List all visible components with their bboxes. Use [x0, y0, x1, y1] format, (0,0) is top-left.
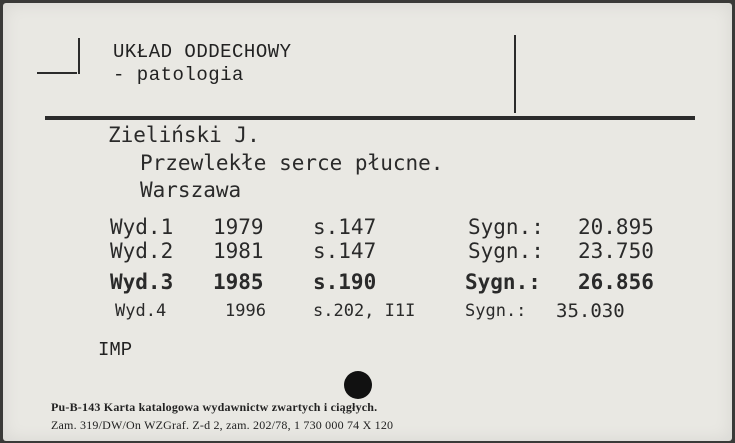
subject-subheading: - patologia: [113, 64, 244, 86]
edition-pages: s.147: [313, 239, 377, 263]
subject-heading: UKŁAD ODDECHOWY: [113, 41, 292, 63]
signature-number: 20.895: [578, 215, 654, 239]
author: Zieliński J.: [108, 123, 260, 147]
publication-place: Warszawa: [140, 178, 242, 202]
corner-mark-horizontal: [37, 72, 77, 74]
edition-year: 1981: [213, 239, 264, 263]
signature-label: Sygn.:: [465, 301, 527, 321]
edition-number: Wyd.2: [110, 239, 174, 263]
header-divider: [514, 35, 516, 113]
edition-year: 1979: [213, 215, 264, 239]
book-title: Przewlekłe serce płucne.: [140, 151, 444, 175]
heading-rule: [45, 116, 695, 120]
signature-label: Sygn.:: [465, 270, 541, 294]
signature-label: Sygn.:: [468, 239, 544, 263]
edition-number: Wyd.1: [110, 215, 174, 239]
edition-pages: s.190: [313, 270, 377, 294]
punch-hole: [344, 371, 372, 399]
catalog-card: [3, 3, 732, 441]
publisher-note: IMP: [98, 339, 133, 361]
corner-mark-vertical: [78, 38, 80, 74]
signature-label: Sygn.:: [468, 215, 544, 239]
edition-year: 1985: [213, 270, 264, 294]
signature-number: 35.030: [556, 300, 625, 322]
form-footer-line1: Pu-B-143 Karta katalogowa wydawnictw zwartych i ciągłych.: [51, 400, 378, 414]
form-footer-line2: Zam. 319/DW/On WZGraf. Z-d 2, zam. 202/78, 1 730 000 74 X 120: [51, 418, 394, 432]
edition-number: Wyd.4: [115, 301, 167, 321]
edition-pages: s.202, I1I: [313, 301, 416, 321]
edition-number: Wyd.3: [110, 270, 174, 294]
edition-pages: s.147: [313, 215, 377, 239]
edition-year: 1996: [225, 301, 266, 321]
signature-number: 23.750: [578, 239, 654, 263]
signature-number: 26.856: [578, 270, 654, 294]
